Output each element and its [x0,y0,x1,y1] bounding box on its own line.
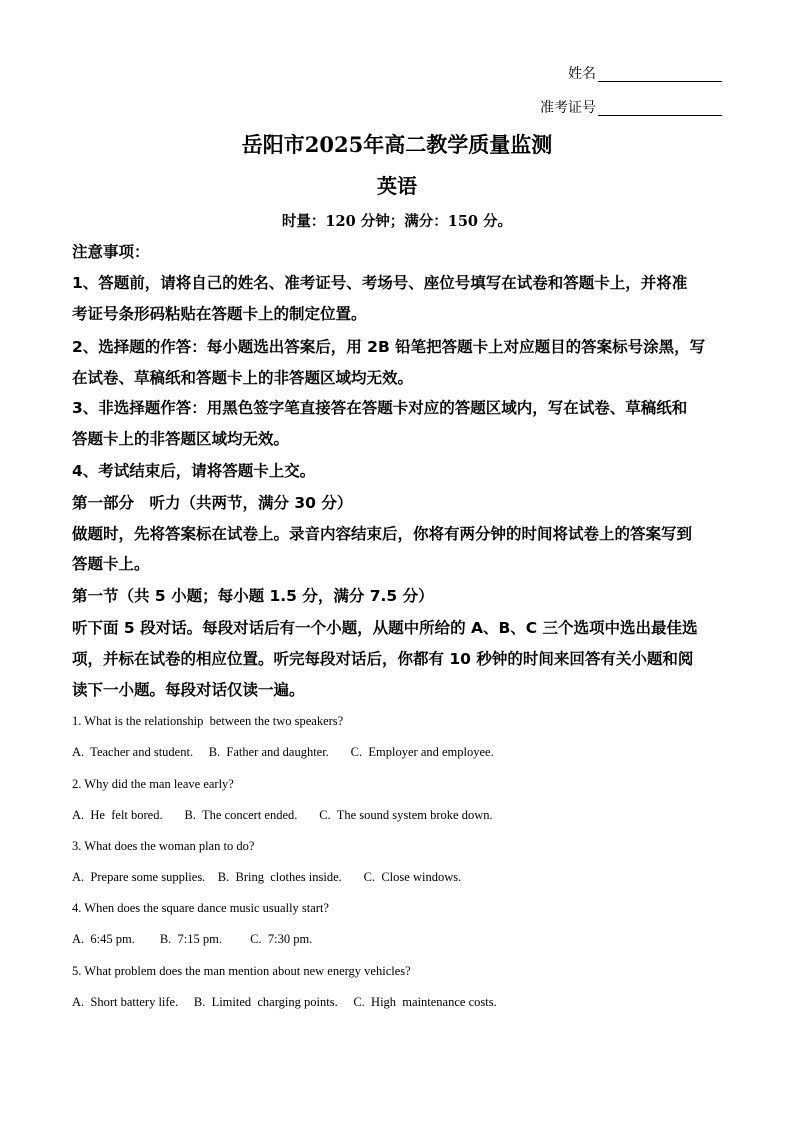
note-line: 3、非选择题作答：用黑色签字笔直接答在答题卡对应的答题区域内，写在试卷、草稿纸和 [72,399,688,417]
question-options: A. 6:45 pm. B. 7:15 pm. C. 7:30 pm. [72,932,313,946]
note-line: 2、选择题的作答：每小题选出答案后，用 2B 铅笔把答题卡上对应题目的答案标号涂黑，写 [72,338,706,356]
part1-instruction: 答题卡上。 [72,555,150,573]
note-line: 考证号条形码粘贴在答题卡上的制定位置。 [72,305,367,323]
question-options: A. Teacher and student. B. Father and daughter. C. Employer and employee. [72,745,494,759]
exam-id-blank[interactable] [598,101,722,116]
name-field[interactable] [568,66,722,82]
question-options: A. He felt bored. B. The concert ended. C. The sound system broke down. [72,808,493,822]
exam-info: 时量：120 分钟；满分：150 分。 [281,213,513,230]
exam-id-label: 准考证号 [540,100,596,116]
question-stem: 3. What does the woman plan to do? [72,839,255,853]
question-stem: 5. What problem does the man mention about new energy vehicles? [72,964,411,978]
name-blank[interactable] [598,67,722,82]
question-stem: 4. When does the square dance music usually start? [72,901,329,915]
page-title: 岳阳市2025年高二教学质量监测 [241,132,553,157]
notes-heading: 注意事项： [72,243,150,261]
part1-instruction: 做题时，先将答案标在试卷上。录音内容结束后，你将有两分钟的时间将试卷上的答案写到 [72,525,693,543]
subject-title: 英语 [377,174,417,198]
name-label: 姓名 [568,66,596,82]
part1-heading: 第一部分 听力（共两节，满分 30 分） [72,494,353,512]
exam-id-field[interactable] [540,100,722,116]
question-options: A. Short battery life. B. Limited charging points. C. High maintenance costs. [72,995,497,1009]
section1-heading: 第一节（共 5 小题；每小题 1.5 分，满分 7.5 分） [72,587,434,605]
section1-instruction: 读下一小题。每段对话仅读一遍。 [72,681,305,699]
section1-instruction: 项，并标在试卷的相应位置。听完每段对话后，你都有 10 秒钟的时间来回答有关小题和阅 [72,650,694,668]
note-line: 1、答题前，请将自己的姓名、准考证号、考场号、座位号填写在试卷和答题卡上，并将准 [72,274,688,292]
note-line: 在试卷、草稿纸和答题卡上的非答题区域均无效。 [72,369,414,387]
question-stem: 1. What is the relationship between the two speakers? [72,714,344,728]
question-stem: 2. Why did the man leave early? [72,777,234,791]
note-line: 答题卡上的非答题区域均无效。 [72,430,290,448]
question-options: A. Prepare some supplies. B. Bring clothes inside. C. Close windows. [72,870,462,884]
section1-instruction: 听下面 5 段对话。每段对话后有一个小题，从题中所给的 A、B、C 三个选项中选出最佳选 [72,619,698,637]
note-line: 4、考试结束后，请将答题卡上交。 [72,462,316,480]
